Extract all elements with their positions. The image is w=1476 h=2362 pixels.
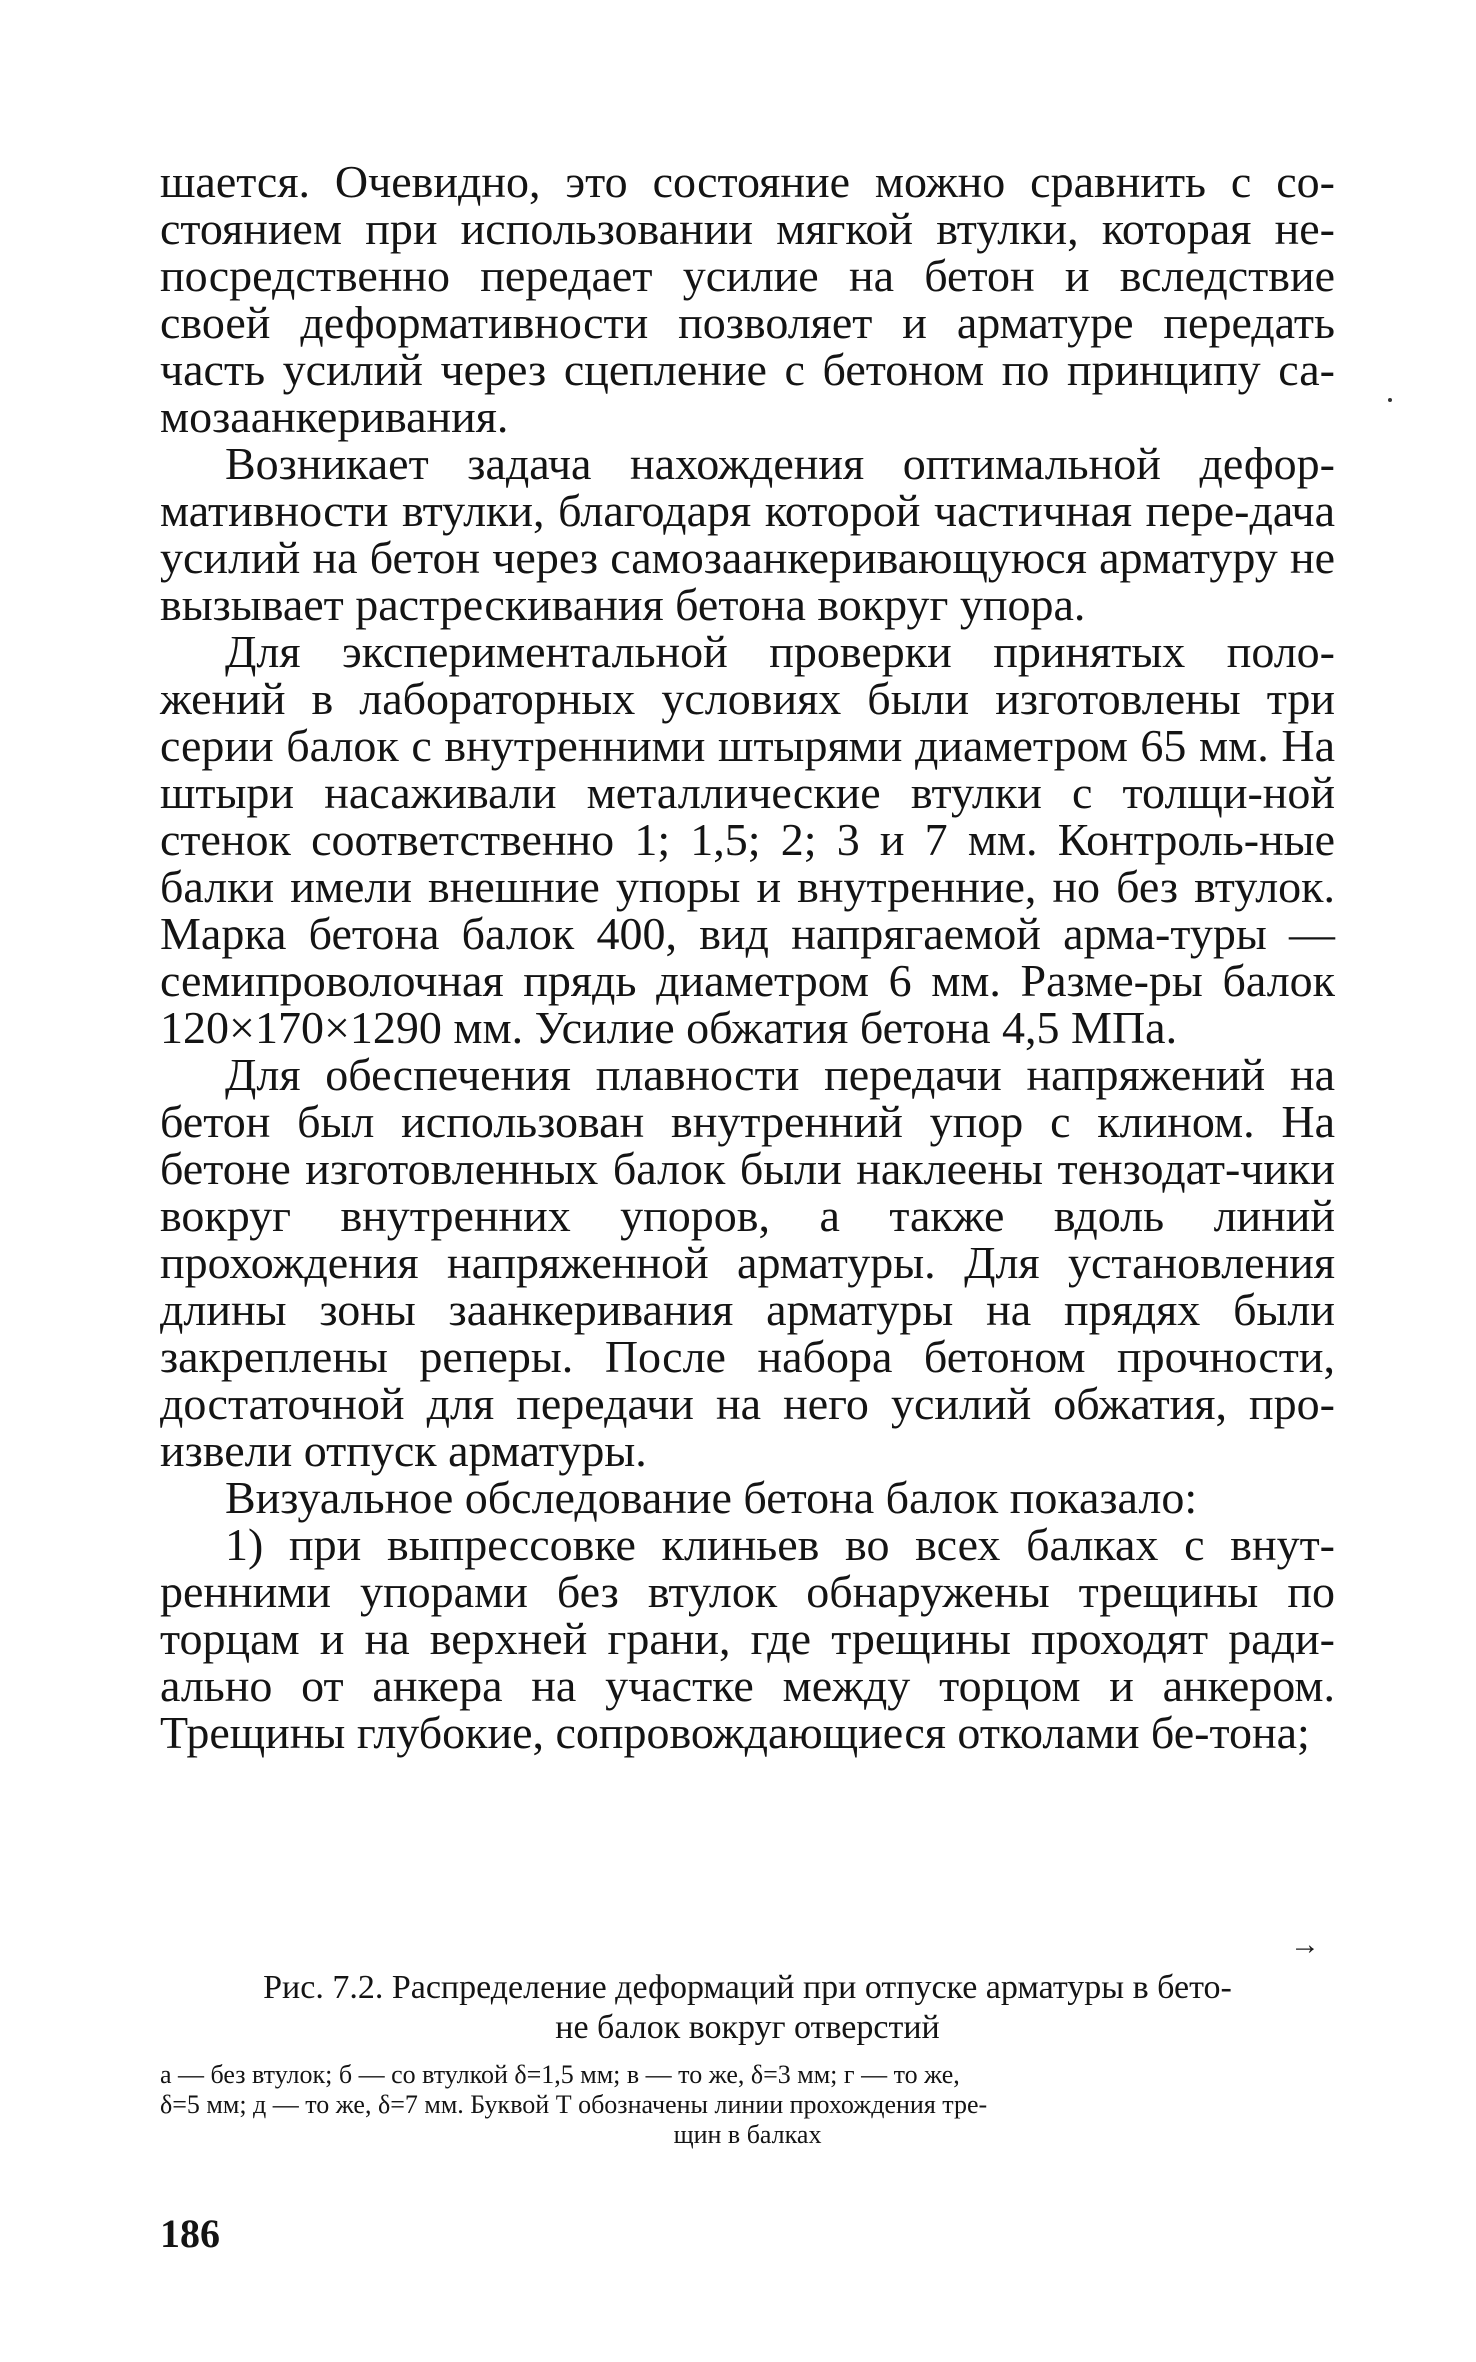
paragraph-3: Для экспериментальной проверки принятых поло-жений в лабораторных условиях были изготовлены три серии балок с внутренними штырями диаметром 65 мм. На штыри насаживали металлические втулки с толщи-ной стенок соответственно 1; 1,5; 2; 3 и 7 мм. Контроль-ные балки имели внешние упоры и внутренние, но без втулок. Марка бетона балок 400, вид напрягаемой арма-туры — семипроволочная прядь диаметром 6 мм. Разме-ры балок 120×170×1290 мм. Усилие обжатия бетона 4,5 МПа. — [160, 626, 1335, 1053]
paragraph-1: шается. Очевидно, это состояние можно сравнить с со-стоянием при использовании мягкой втулки, которая не-посредственно передает усилие на бетон и вследствие своей деформативности позволяет и арматуре передать часть усилий через сцепление с бетоном по принципу са-мозаанкеривания. — [160, 156, 1335, 442]
legend-line-2: δ=5 мм; д — то же, δ=7 мм. Буквой Т обозначены линии прохождения тре- — [160, 2090, 988, 2119]
paragraph-6: 1) при выпрессовке клиньев во всех балках с внут-ренними упорами без втулок обнаружены трещины по торцам и на верхней грани, где трещины проходят ради-ально от анкера на участке между торцом и анкером. Трещины глубокие, сопровождающиеся отколами бе-тона; — [160, 1519, 1335, 1758]
paragraph-4: Для обеспечения плавности передачи напряжений на бетон был использован внутренний упор с клином. На бетоне изготовленных балок были наклеены тензодат-чики вокруг внутренних упоров, а также вдоль линий прохождения напряженной арматуры. Для установления длины зоны заанкеривания арматуры на прядях были закреплены реперы. После набора бетоном прочности, достаточной для передачи на него усилий обжатия, про-извели отпуск арматуры. — [160, 1049, 1335, 1476]
print-speck — [1388, 398, 1392, 402]
legend-line-1: а — без втулок; б — со втулкой δ=1,5 мм; в — то же, δ=3 мм; г — то же, — [160, 2060, 960, 2089]
caption-line-1: Рис. 7.2. Распределение деформаций при отпуске арматуры в бето- — [263, 1969, 1232, 2006]
paragraph-5: Визуальное обследование бетона балок показало: — [225, 1472, 1198, 1523]
paragraph-2: Возникает задача нахождения оптимальной дефор-мативности втулки, благодаря которой частичная пере-дача усилий на бетон через самозаанкеривающуюся арматуру не вызывает растрескивания бетона вокруг упора. — [160, 438, 1335, 630]
figure-legend — [160, 2060, 1335, 2150]
caption-line-2: не балок вокруг отверстий — [555, 2009, 940, 2046]
page-number: 186 — [160, 2211, 220, 2256]
figure-caption — [160, 1968, 1335, 2048]
vector-arrow-mark: → — [1290, 1928, 1320, 1961]
body-text — [160, 158, 1335, 1756]
legend-line-3: щин в балках — [673, 2120, 822, 2149]
